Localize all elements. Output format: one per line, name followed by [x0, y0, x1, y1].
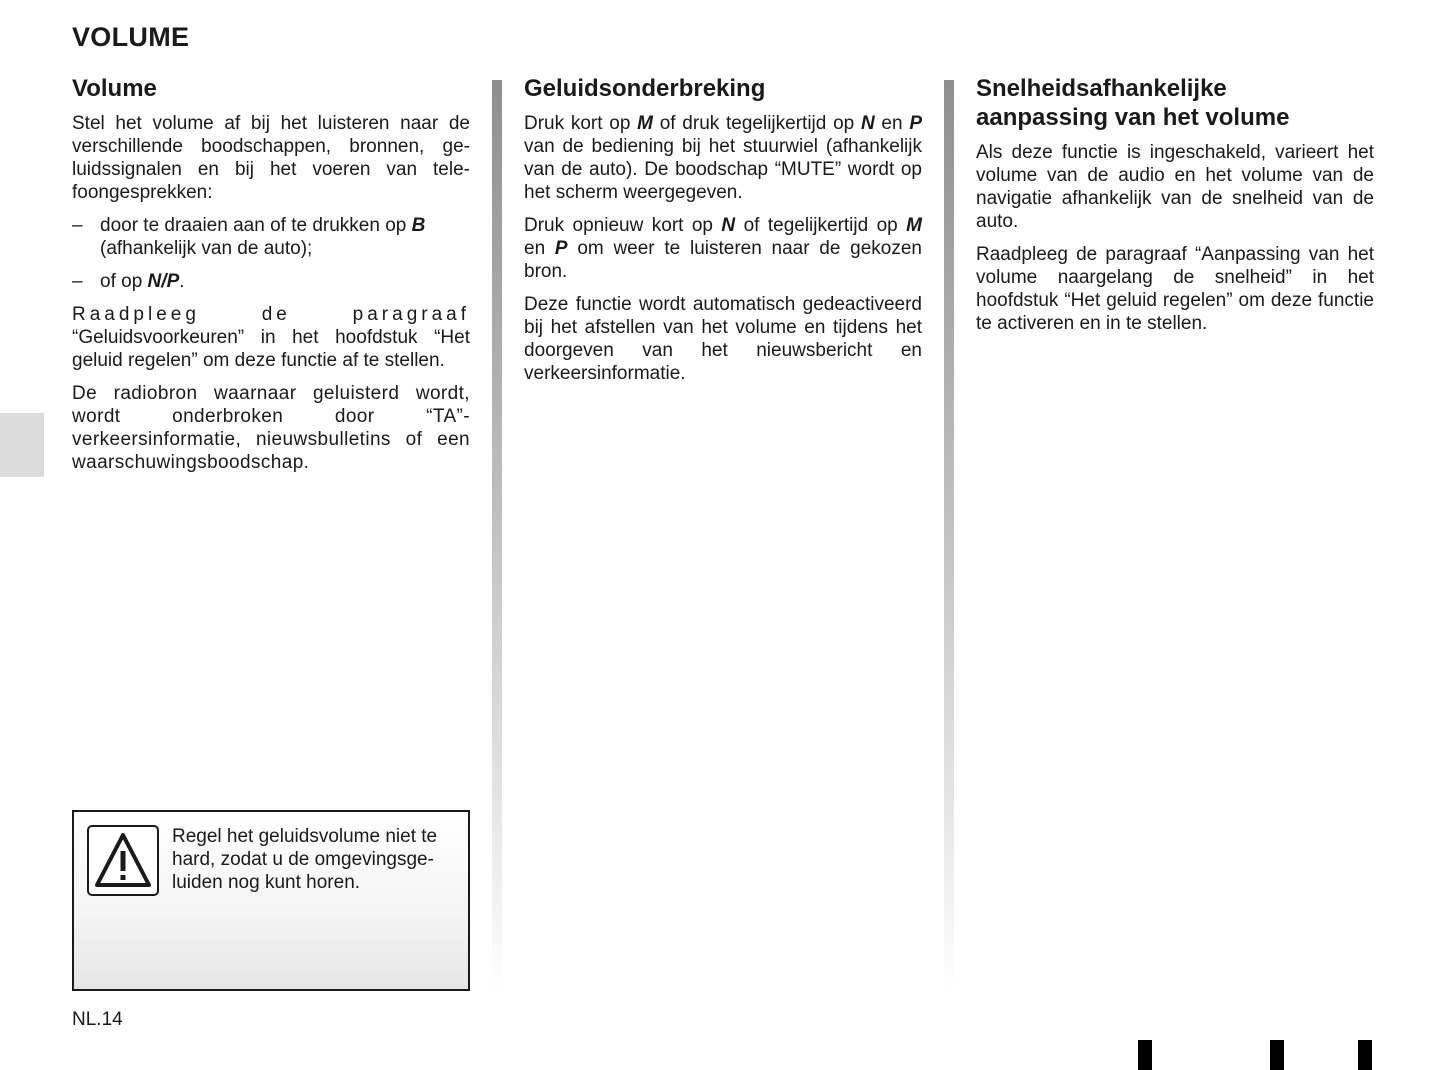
list-text: of op [100, 271, 148, 292]
page-title: VOLUME [72, 22, 190, 52]
key-label-p: P [554, 238, 568, 259]
warning-triangle-icon [87, 825, 159, 896]
section-heading-mute: Geluidsonderbreking [524, 75, 766, 102]
text-run: van de bediening bij het stuurwiel (afhankelijk van de auto). De boodschap “MUTE” wordt op het scherm weergegeven. [524, 136, 922, 203]
column-mute [524, 74, 922, 395]
text-run: of druk tegelijkertijd op [652, 113, 861, 134]
paragraph-speed-2: Raadpleeg de paragraaf “Aanpassing van het volume naargelang de snelheid” in het hoofdstuk “Het geluid regelen” om deze functie te activeren en in te stellen. [976, 244, 1374, 334]
key-label-n: N [860, 113, 875, 134]
text-run: of tegelijkertijd op [735, 215, 907, 236]
instruction-list [72, 214, 470, 293]
column-divider-2 [944, 80, 954, 990]
list-text: door te draaien aan of te drukken op [100, 215, 412, 236]
list-item [72, 214, 470, 260]
key-label-n: N [147, 271, 162, 292]
section-heading-speed-volume [976, 74, 1374, 132]
key-label-b: B [411, 215, 426, 236]
paragraph-mute-2 [524, 214, 922, 283]
list-text: . [179, 271, 185, 292]
text-run: en [874, 113, 910, 134]
heading-line-2: aanpassing van het volume [976, 104, 1290, 131]
key-label-p: P [166, 271, 180, 292]
list-text: (afhankelijk van de auto); [100, 238, 313, 259]
paragraph-mute-1 [524, 112, 922, 204]
section-heading-volume: Volume [72, 75, 157, 102]
paragraph-speed-1: Als deze functie is ingeschakeld, varieert het volume van de audio en het volume van de navigatie afhankelijk van de snelheid van de auto. [976, 142, 1374, 232]
crop-mark [1358, 1040, 1372, 1070]
paragraph-reference-line1: Raadpleeg de paragraaf [72, 304, 470, 325]
crop-mark [1138, 1040, 1152, 1070]
key-separator: / [161, 271, 167, 292]
list-dash: – [72, 215, 83, 236]
list-dash: – [72, 271, 83, 292]
text-run: om weer te luisteren naar de gekozen bron. [524, 238, 923, 282]
crop-mark [1270, 1040, 1284, 1070]
paragraph-mute-3: Deze functie wordt automatisch gedeactiveerd bij het afstellen van het volume en tijdens het doorgeven van het nieuwsbericht en verkeersinformatie. [524, 294, 922, 384]
paragraph-reference [72, 303, 470, 372]
warning-text: Regel het geluidsvolume niet te hard, zodat u de omgevingsgeluiden nog kunt horen. [172, 826, 438, 893]
heading-line-1: Snelheidsafhankelijke [976, 75, 1227, 102]
key-label-p: P [909, 113, 922, 134]
key-label-m: M [637, 113, 653, 134]
list-item [72, 270, 470, 293]
text-run: Druk opnieuw kort op [524, 215, 722, 236]
page-number: NL.14 [72, 1009, 123, 1030]
key-label-m: M [906, 215, 922, 236]
key-label-n: N [721, 215, 736, 236]
paragraph-interruption: De radiobron waarnaar geluisterd wordt, wordt onderbroken door “TA”-verkeersinformatie, nieuwsbulletins of een waarschuwingsboodschap. [72, 383, 470, 473]
column-speed-volume [976, 74, 1374, 345]
text-run: Druk kort op [524, 113, 638, 134]
paragraph-intro: Stel het volume af bij het luisteren naar de verschillende boodschappen, bronnen, geluidssignalen en bij het voeren van telefoongesprekken: [72, 113, 470, 203]
column-volume [72, 74, 470, 484]
paragraph-reference-rest: “Geluidsvoorkeuren” in het hoofdstuk “Het geluid regelen” om deze functie af te stellen. [72, 327, 470, 371]
chapter-tab [0, 413, 44, 477]
text-run: en [524, 238, 555, 259]
warning-box [72, 810, 470, 991]
column-divider-1 [492, 80, 502, 990]
